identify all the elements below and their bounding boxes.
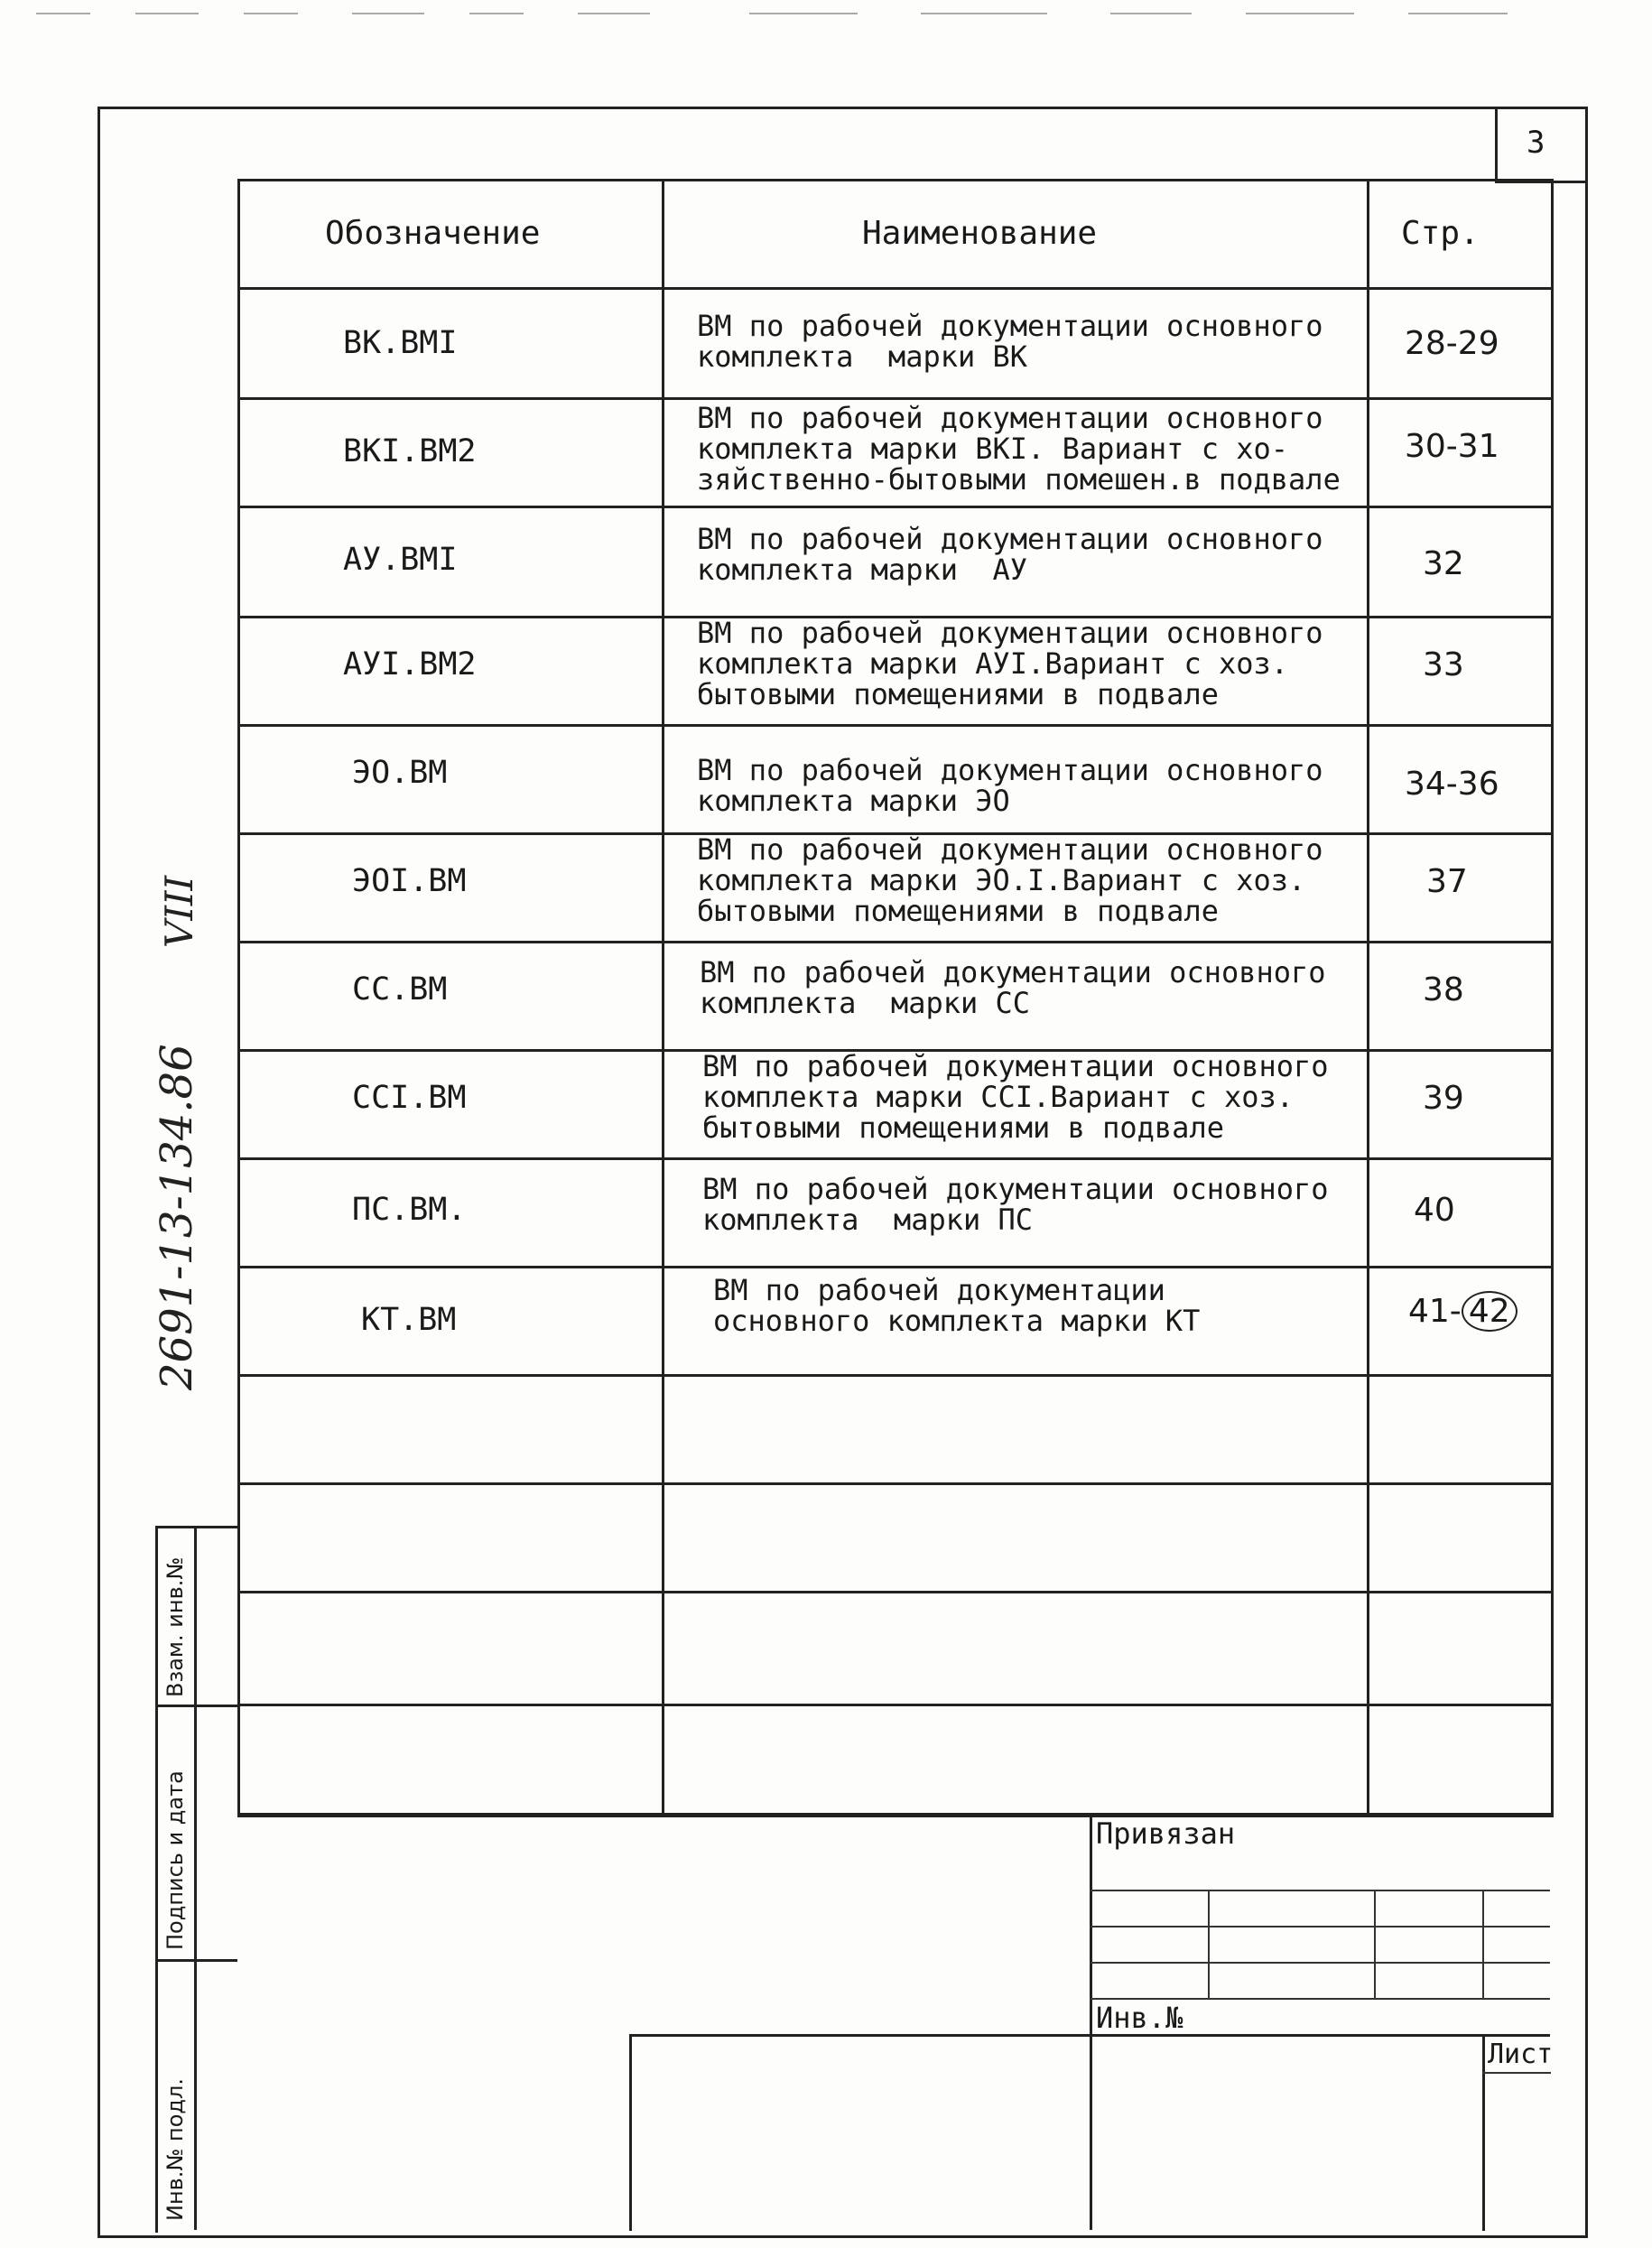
column-divider [1367, 179, 1369, 1815]
row-name: ВМ по рабочей документации основного комплекта марки ЭО.I.Вариант с хоз. бытовыми помещениями в подвале [697, 832, 1323, 928]
title-block-line [1482, 2034, 1485, 2231]
stamp-inv-podl: Инв.№ подл. [162, 2078, 188, 2221]
header-name: Наименование [862, 215, 1098, 252]
handwritten-roman: VIII [157, 875, 201, 948]
row-code: КТ.ВМ [361, 1302, 457, 1338]
title-block-line [629, 2034, 632, 2231]
side-stamp-divider [194, 1526, 197, 2230]
header-page: Стр. [1401, 215, 1480, 252]
row-code: ЭОI.ВМ [352, 863, 467, 899]
row-page: 30-31 [1405, 428, 1499, 465]
title-block-line [629, 2034, 1550, 2037]
sheet-number: 3 [1527, 125, 1545, 161]
sheet-label: Лист [1488, 2039, 1554, 2070]
row-page: 40 [1414, 1192, 1455, 1229]
row-name: ВМ по рабочей документации основного комплекта марки АУI.Вариант с хоз. бытовыми помещениями в подвале [697, 616, 1323, 711]
side-stamp-divider [155, 1959, 237, 1962]
row-page: 37 [1426, 863, 1468, 900]
row-name: ВМ по рабочей документации основного комплекта марки ВКI. Вариант с хо- зяйственно-бытовыми помешен.в подвале [697, 401, 1341, 497]
title-block-line [1090, 1962, 1550, 1964]
row-page: 32 [1423, 545, 1464, 582]
header-designation: Обозначение [325, 215, 541, 252]
row-name: ВМ по рабочей документации основного комплекта марки СС [700, 955, 1326, 1020]
row-page: 33 [1423, 646, 1464, 683]
page-prefix: 41- [1408, 1293, 1462, 1330]
row-page: 34-36 [1405, 766, 1499, 803]
row-name: ВМ по рабочей документации основного комплекта марки ССI.Вариант с хоз. бытовыми помещениями в подвале [702, 1049, 1329, 1145]
inv-label: Инв.№ [1096, 2001, 1183, 2035]
handwritten-doc-number: 2691-13-134.86 [152, 1044, 202, 1390]
row-code: АУI.ВМ2 [343, 646, 477, 683]
stamp-podpis-data: Подпись и дата [162, 1770, 188, 1950]
row-page: 39 [1423, 1080, 1464, 1117]
sheet-number-box [1495, 107, 1585, 183]
row-name: ВМ по рабочей документации основного комплекта марки ЭО [697, 753, 1323, 818]
title-block-line [1090, 1998, 1550, 2000]
row-name: ВМ по рабочей документации основного комплекта марки АУ [697, 522, 1323, 587]
row-name: ВМ по рабочей документации основного комплекта марки КТ [713, 1273, 1201, 1338]
row-page: 38 [1423, 971, 1464, 1008]
title-block-line [1374, 1890, 1376, 1998]
stamp-vzam-inv: Взам. инв.№ [162, 1556, 188, 1697]
row-code: АУ.ВМI [343, 542, 458, 578]
row-code: ВКI.ВМ2 [343, 433, 477, 469]
row-page [1408, 1291, 1517, 1332]
column-divider [662, 179, 664, 1815]
row-page: 28-29 [1405, 325, 1499, 362]
title-block-line [1090, 1926, 1550, 1928]
row-code: ВК.ВМI [343, 325, 458, 361]
row-name: ВМ по рабочей документации основного комплекта марки ВК [697, 309, 1323, 374]
row-name: ВМ по рабочей документации основного комплекта марки ПС [702, 1172, 1329, 1237]
title-block-line [1482, 1890, 1484, 1998]
title-block-line [1090, 1890, 1550, 1891]
circled-page-number: 42 [1462, 1291, 1517, 1332]
title-block-line [1482, 2072, 1551, 2074]
row-code: ЭО.ВМ [352, 755, 448, 791]
title-block-divider [1090, 1815, 1092, 2230]
title-block-line [1208, 1890, 1210, 1998]
attached-label: Привязан [1096, 1816, 1236, 1851]
row-code: ПС.ВМ. [352, 1192, 467, 1228]
row-code: ССI.ВМ [352, 1080, 467, 1116]
side-stamp-divider [155, 1705, 237, 1707]
row-code: СС.ВМ [352, 971, 448, 1008]
title-block-top [237, 1815, 1551, 1817]
